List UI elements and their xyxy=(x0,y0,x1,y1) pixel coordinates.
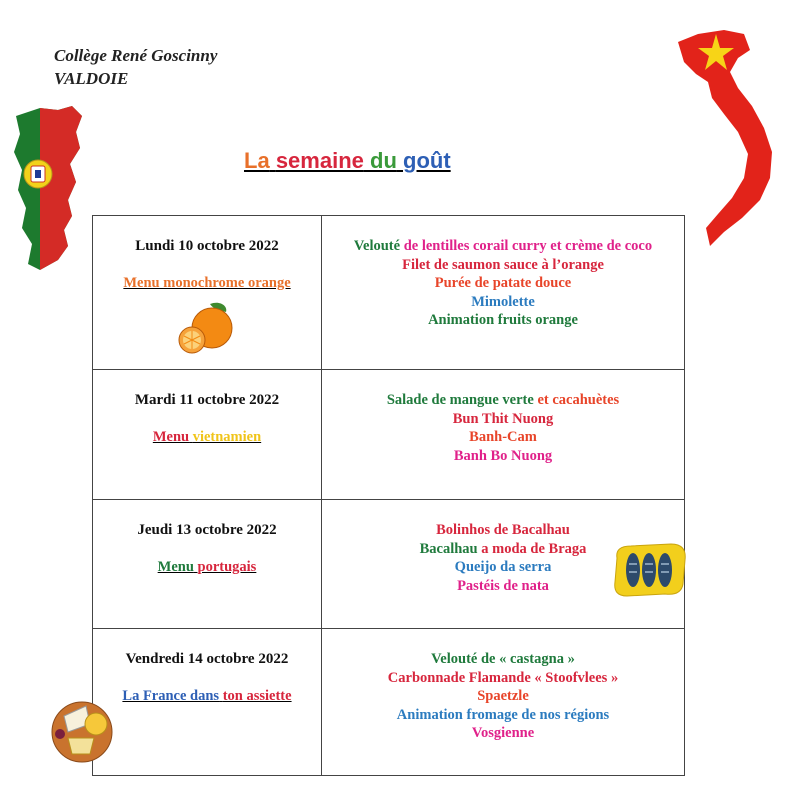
menu-theme-part: portugais xyxy=(197,559,257,575)
title-word: goût xyxy=(403,148,451,173)
dish-text: de lentilles corail curry xyxy=(400,238,547,254)
menu-theme-part: vietnamien xyxy=(192,429,262,445)
dish-text: Animation fromage de nos régions xyxy=(396,706,610,723)
cheese-board-icon xyxy=(46,694,120,764)
sardine-plate-icon xyxy=(611,540,689,598)
menu-row xyxy=(93,500,685,629)
day-cell xyxy=(93,500,322,629)
dish-item xyxy=(323,687,683,706)
page-title xyxy=(244,148,451,174)
day-label: Lundi 10 octobre 2022 xyxy=(135,238,279,254)
dish-text: Vosgienne xyxy=(471,725,535,741)
day-label: Vendredi 14 octobre 2022 xyxy=(125,651,289,667)
dish-text: Banh Bo Nuong xyxy=(453,447,553,464)
dish-text: Purée de patate douce xyxy=(434,275,572,291)
orange-fruit-icon xyxy=(176,300,236,356)
dishes-cell xyxy=(322,629,685,776)
dish-text: Bolinhos de Bacalhau xyxy=(436,522,570,538)
dish-item xyxy=(323,447,683,466)
dish-text: Velouté xyxy=(353,238,401,254)
dish-item xyxy=(323,311,683,330)
menu-theme-part: Menu xyxy=(152,429,190,445)
dish-item xyxy=(323,237,683,256)
dish-item xyxy=(323,428,683,447)
menu-theme-part: Menu xyxy=(157,559,194,575)
dish-text: et crème de coco xyxy=(546,238,653,254)
menu-theme-part: La France dans xyxy=(122,688,220,704)
menu-theme-part: Menu monochrome orange xyxy=(123,275,291,291)
day-cell xyxy=(93,370,322,500)
menu-theme xyxy=(94,429,320,446)
vietnam-map-icon xyxy=(672,28,776,250)
day-cell xyxy=(93,629,322,776)
day-label: Jeudi 13 octobre 2022 xyxy=(137,522,277,538)
menu-row xyxy=(93,370,685,500)
dish-item xyxy=(323,650,683,669)
dish-text: Mimolette xyxy=(471,293,535,310)
dish-text: Banh-Cam xyxy=(469,429,537,445)
dish-item xyxy=(323,669,683,688)
dish-item xyxy=(323,274,683,293)
dish-item xyxy=(323,293,683,312)
dish-text: Velouté de « castagna » xyxy=(431,651,575,667)
dish-item xyxy=(323,410,683,429)
title-word: semaine xyxy=(275,148,364,173)
dish-item xyxy=(323,724,683,743)
dish-text: Queijo da serra xyxy=(454,559,552,575)
school-name: Collège René Goscinny xyxy=(54,46,218,65)
dish-item xyxy=(323,706,683,725)
school-town: VALDOIE xyxy=(54,69,129,88)
dish-text: Bacalhau xyxy=(419,540,478,557)
title-word: La xyxy=(244,148,270,173)
dish-text: et cacahuètes xyxy=(533,392,620,408)
dish-text: Spaetzle xyxy=(477,688,529,704)
portugal-map-icon xyxy=(10,104,90,272)
menu-theme xyxy=(94,559,320,576)
dish-item xyxy=(323,256,683,275)
menu-theme xyxy=(94,275,320,292)
dish-text: Bun Thit Nuong xyxy=(452,410,554,427)
dish-text: Carbonnade Flamande « Stoofvlees » xyxy=(387,669,619,686)
dish-item xyxy=(323,391,683,410)
dish-text: Pastéis de nata xyxy=(457,577,549,594)
dishes-cell xyxy=(322,216,685,370)
day-label: Mardi 11 octobre 2022 xyxy=(134,392,280,408)
title-word: du xyxy=(370,148,397,173)
dish-item xyxy=(323,521,683,540)
dish-text: Salade de mangue verte xyxy=(386,392,534,408)
dish-text: a moda de Braga xyxy=(477,540,587,557)
dish-text: Animation fruits orange xyxy=(428,312,578,328)
dishes-cell xyxy=(322,370,685,500)
menu-theme xyxy=(94,688,320,705)
dish-text: Filet de saumon sauce à l’orange xyxy=(402,256,604,273)
menu-theme-part: ton assiette xyxy=(222,688,292,704)
menu-row xyxy=(93,629,685,776)
